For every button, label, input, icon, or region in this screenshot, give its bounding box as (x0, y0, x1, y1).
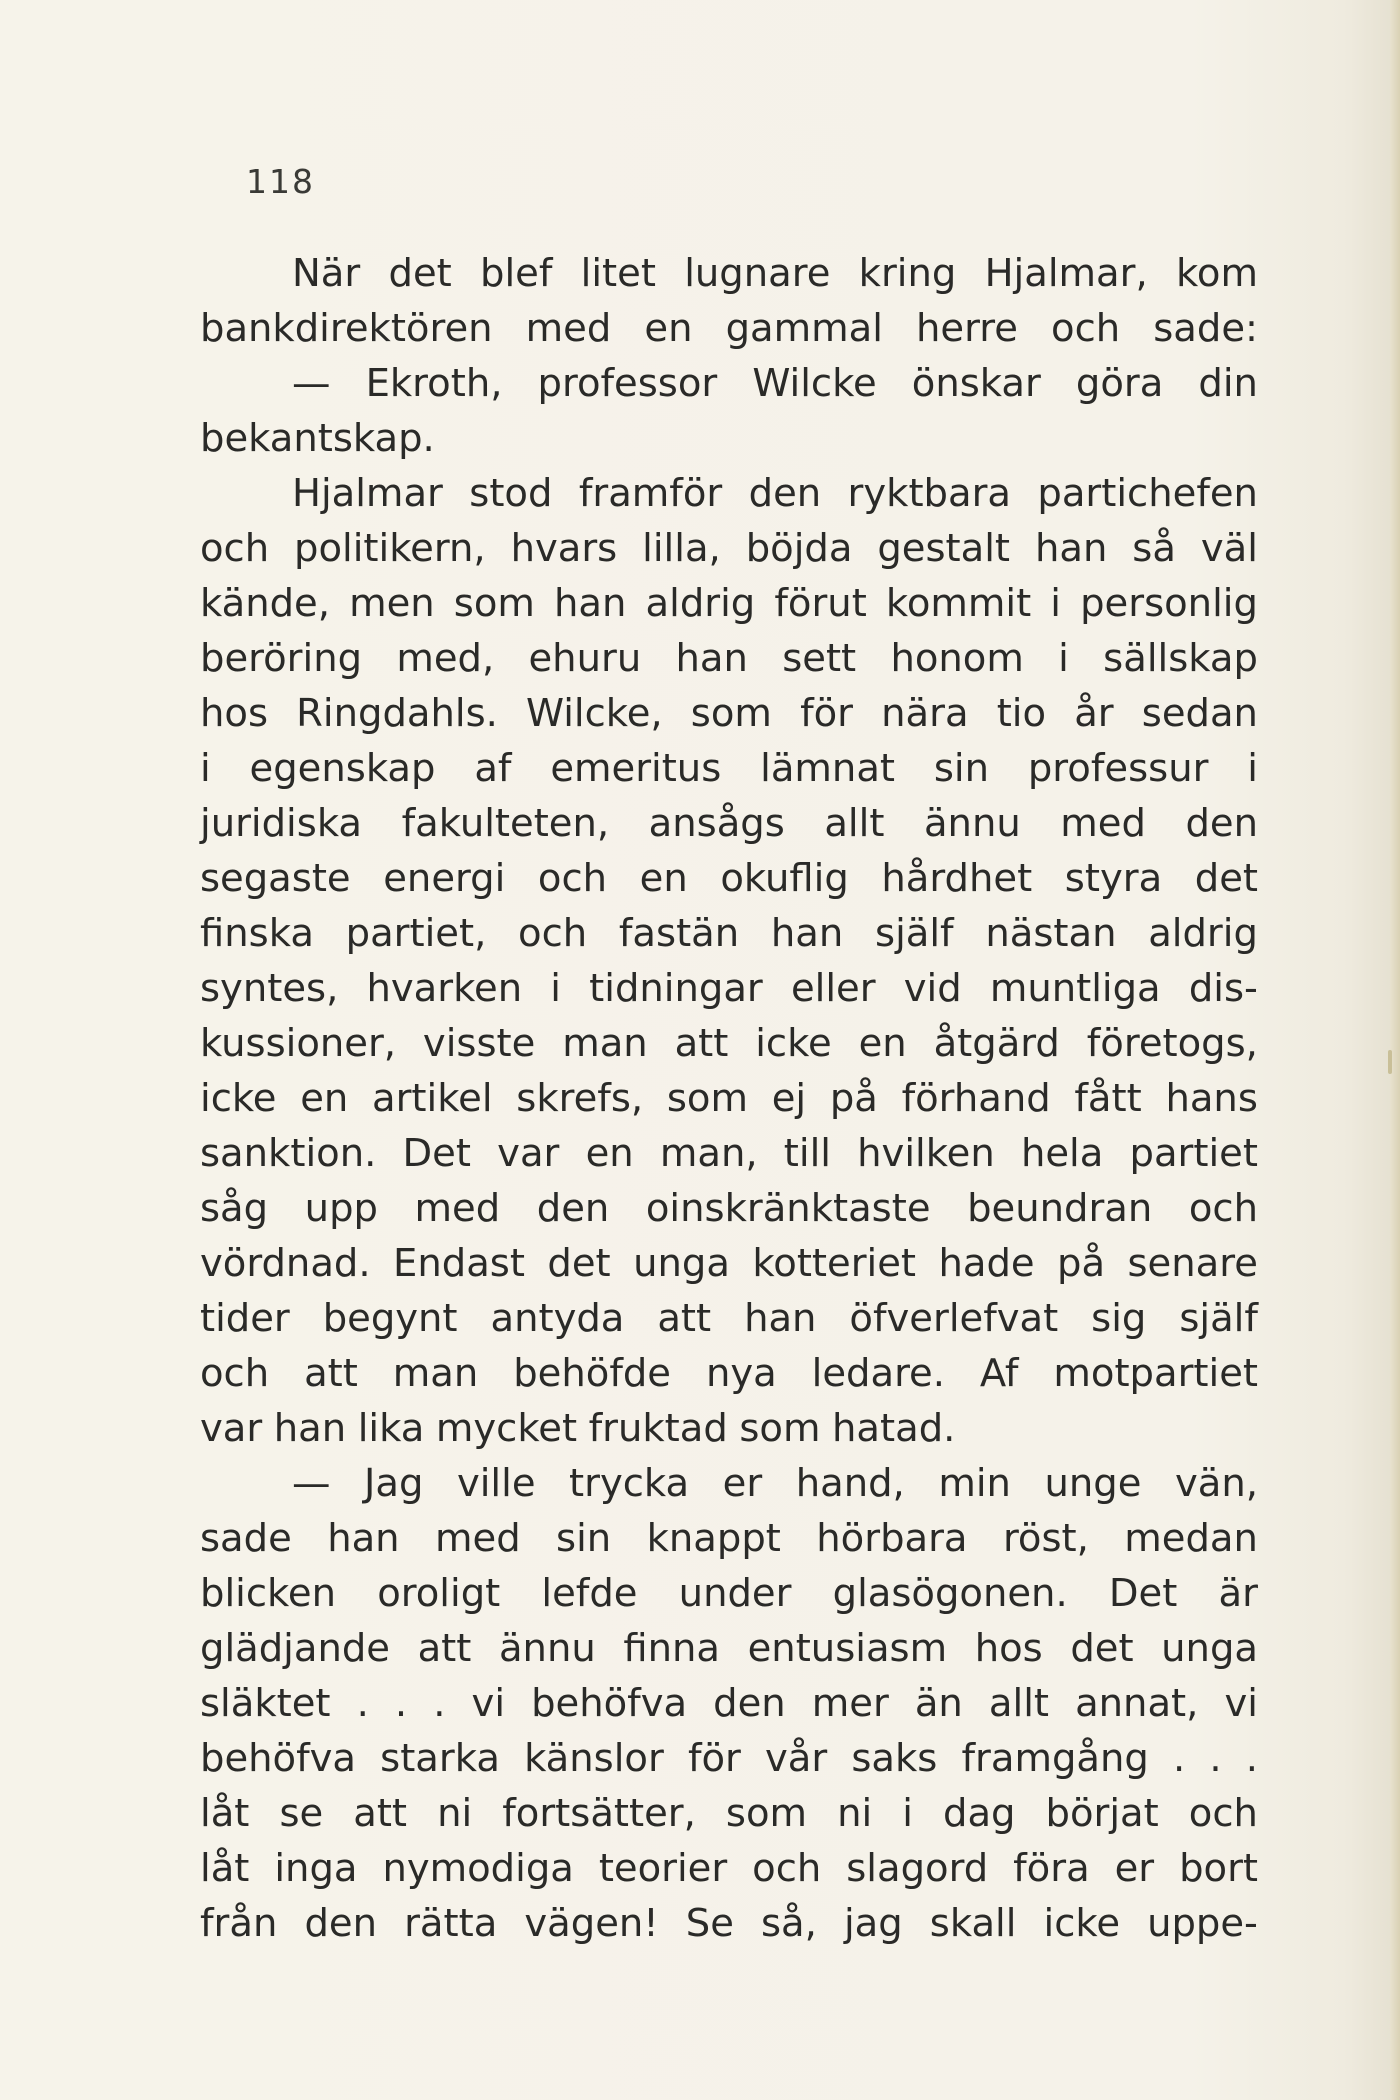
text-line: och politikern, hvars lilla, böjda gestalt han så väl (200, 526, 1258, 571)
text-line: juridiska fakulteten, ansågs allt ännu med den (200, 801, 1258, 846)
text-line: och att man behöfde nya ledare. Af motpartiet (200, 1351, 1258, 1396)
text-line: finska partiet, och fastän han själf nästan aldrig (200, 911, 1258, 956)
text-line: sanktion. Det var en man, till hvilken hela partiet (200, 1131, 1258, 1176)
text-line: bekantskap. (200, 416, 435, 461)
text-line: När det blef litet lugnare kring Hjalmar, kom (292, 251, 1258, 296)
text-line: i egenskap af emeritus lämnat sin professur i (200, 746, 1258, 791)
page-number: 118 (246, 162, 315, 201)
text-line: segaste energi och en okuflig hårdhet styra det (200, 856, 1258, 901)
text-line: sade han med sin knappt hörbara röst, medan (200, 1516, 1258, 1561)
text-line: från den rätta vägen! Se så, jag skall icke uppe- (200, 1901, 1258, 1946)
text-line: blicken oroligt lefde under glasögonen. Det är (200, 1571, 1258, 1616)
text-line: beröring med, ehuru han sett honom i sällskap (200, 636, 1258, 681)
text-line: släktet . . . vi behöfva den mer än allt annat, vi (200, 1681, 1258, 1726)
text-line: — Jag ville trycka er hand, min unge vän, (292, 1461, 1258, 1506)
page-edge-mark (1388, 1050, 1392, 1074)
text-line: tider begynt antyda att han öfverlefvat sig själf (200, 1296, 1258, 1341)
text-line: kände, men som han aldrig förut kommit i personlig (200, 581, 1258, 626)
text-line: bankdirektören med en gammal herre och sade: (200, 306, 1258, 351)
text-line: vördnad. Endast det unga kotteriet hade på senare (200, 1241, 1258, 1286)
text-line: hos Ringdahls. Wilcke, som för nära tio år sedan (200, 691, 1258, 736)
text-line: kussioner, visste man att icke en åtgärd företogs, (200, 1021, 1258, 1066)
text-line: behöfva starka känslor för vår saks framgång . . . (200, 1736, 1258, 1781)
text-line: glädjande att ännu finna entusiasm hos det unga (200, 1626, 1258, 1671)
text-line: låt inga nymodiga teorier och slagord föra er bort (200, 1846, 1258, 1891)
text-line: såg upp med den oinskränktaste beundran och (200, 1186, 1258, 1231)
text-line: Hjalmar stod framför den ryktbara partichefen (292, 471, 1258, 516)
text-line: var han lika mycket fruktad som hatad. (200, 1406, 956, 1451)
body-text (200, 246, 1258, 1951)
text-line: låt se att ni fortsätter, som ni i dag börjat och (200, 1791, 1258, 1836)
text-line: icke en artikel skrefs, som ej på förhand fått hans (200, 1076, 1258, 1121)
text-line: syntes, hvarken i tidningar eller vid muntliga dis- (200, 966, 1258, 1011)
text-line: — Ekroth, professor Wilcke önskar göra din (292, 361, 1258, 406)
